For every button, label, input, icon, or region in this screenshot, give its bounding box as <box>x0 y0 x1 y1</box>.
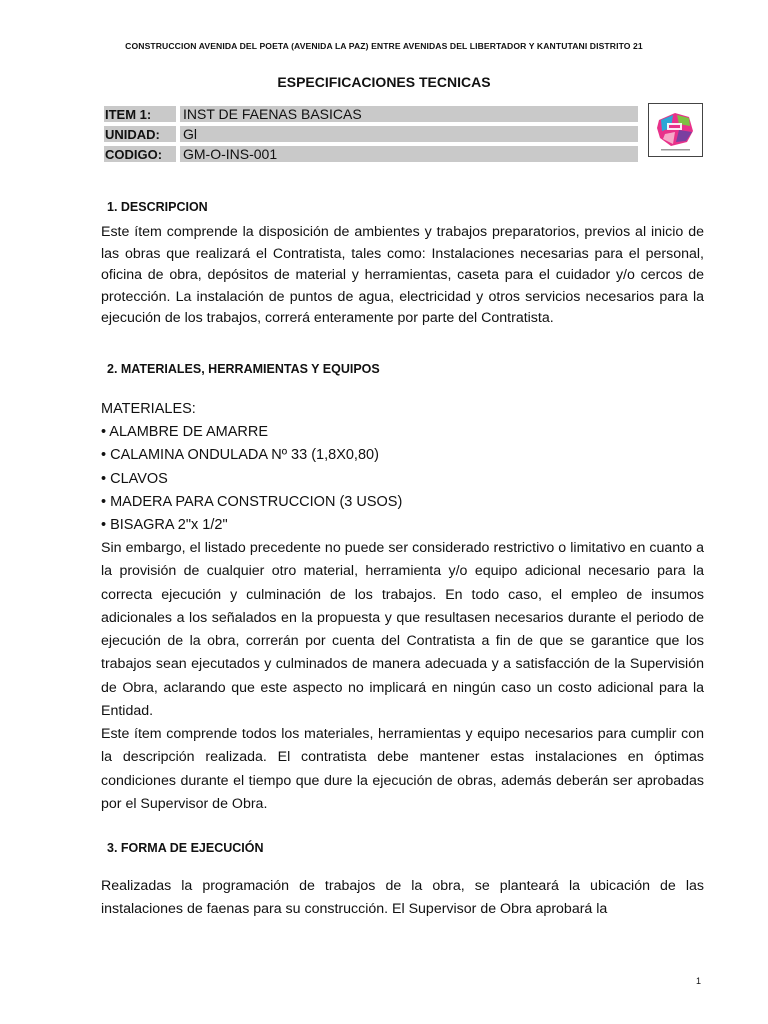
document-title: ESPECIFICACIONES TECNICAS <box>277 74 491 90</box>
materials-list-title: MATERIALES: <box>101 401 196 417</box>
execution-paragraph: Realizadas la programación de trabajos de la obra, se planteará la ubicación de las instalaciones de faenas para su construcción. El Supervisor de Obra aprobará la <box>101 878 704 918</box>
item-row <box>104 106 638 122</box>
list-item: • ALAMBRE DE AMARRE <box>101 424 269 441</box>
code-value: GM-O-INS-001 <box>180 146 638 162</box>
identification-table <box>104 106 638 166</box>
la-paz-logo-icon <box>649 104 702 156</box>
materials-paragraph-1: Sin embargo, el listado precedente no puede ser considerado restrictivo o limitativo en cuanto a la provisión de cualquier otro material, herramienta y/o equipo adicional necesario para la correcta ejecución y culminación de los trabajos. En todo caso, el empleo de insumos adicionales a los señalados en la propuesta y que resultasen necesarios durante el periodo de ejecución de la obra, correrán por cuenta del Contratista a fin de que se garantice que los trabajos sean ejecutados y culminados de manera adecuada y a satisfacción de la Supervisión de Obra, aclarando que este aspecto no implicará en ningún caso un costo adicional para la Entidad. <box>101 540 704 720</box>
item-label: ITEM 1: <box>104 106 176 122</box>
description-paragraph: Este ítem comprende la disposición de ambientes y trabajos preparatorios, previos al inicio de las obras que realizará el Contratista, tales como: Instalaciones necesarias para el personal, oficina de obra, depósitos de material y herramientas, caseta para el cuidador y/o cercos de protección. La instalación de puntos de agua, electricidad y otros servicios necesarios para la ejecución de los trabajos, correrá enteramente por parte del Contratista. <box>101 224 704 326</box>
code-row <box>104 146 638 162</box>
materials-paragraph-2: Este ítem comprende todos los materiales, herramientas y equipo necesarios para cumplir con la descripción realizada. El contratista debe mantener estas instalaciones en óptimas condiciones durante el tiempo que dure la ejecución de obras, además deberán ser aprobadas por el Supervisor de Obra. <box>101 726 704 812</box>
page-number: 1 <box>696 976 702 986</box>
list-item: • BISAGRA 2"x 1/2" <box>101 516 228 533</box>
list-item: • CLAVOS <box>101 470 168 487</box>
la-paz-logo <box>648 103 703 157</box>
materials-list <box>101 398 402 537</box>
description-heading: 1. DESCRIPCION <box>107 200 208 214</box>
unit-label: UNIDAD: <box>104 126 176 142</box>
list-item: • MADERA PARA CONSTRUCCION (3 USOS) <box>101 493 403 510</box>
materials-heading: 2. MATERIALES, HERRAMIENTAS Y EQUIPOS <box>107 362 380 376</box>
execution-heading: 3. FORMA DE EJECUCIÓN <box>107 841 264 855</box>
unit-value: Gl <box>180 126 638 142</box>
item-value: INST DE FAENAS BASICAS <box>180 106 638 122</box>
list-item: • CALAMINA ONDULADA Nº 33 (1,8X0,80) <box>101 447 379 464</box>
unit-row <box>104 126 638 142</box>
project-header: CONSTRUCCION AVENIDA DEL POETA (AVENIDA LA PAZ) ENTRE AVENIDAS DEL LIBERTADOR Y KANTUTANI DISTRITO 21 <box>125 41 643 51</box>
code-label: CODIGO: <box>104 146 176 162</box>
